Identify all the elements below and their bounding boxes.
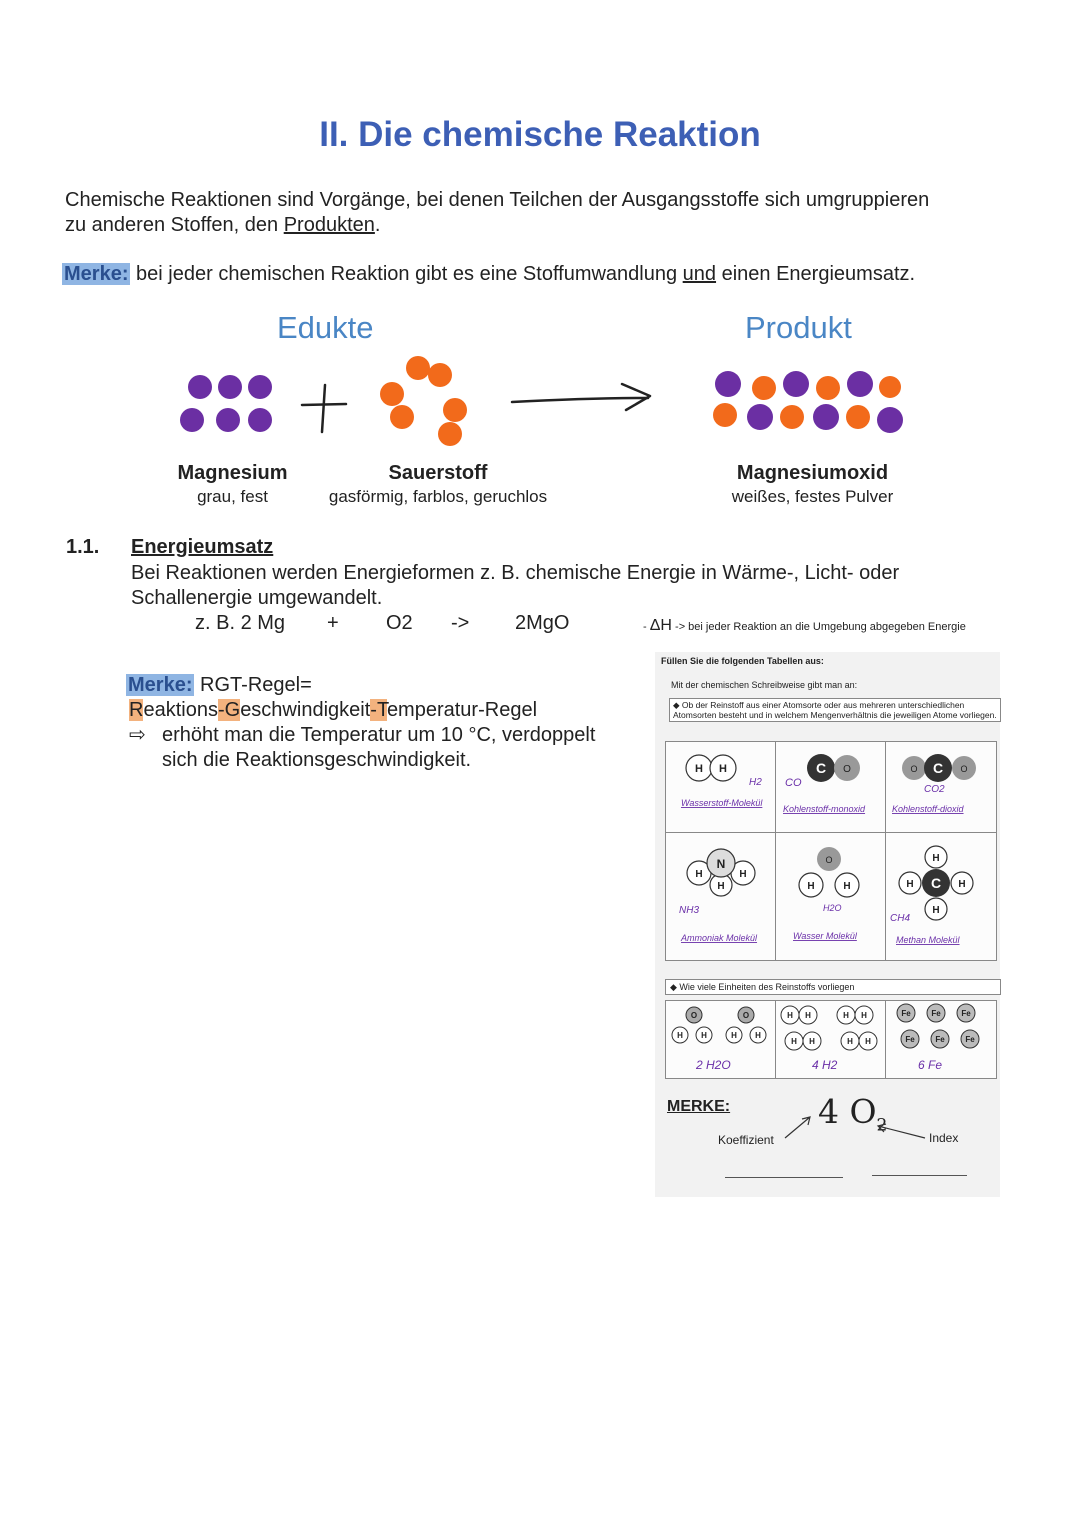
ws-count: 4 H2 [812, 1058, 838, 1072]
atom-label-fe: Fe [901, 1009, 911, 1018]
produkten-term: Produkten [283, 214, 375, 236]
atom-label-o: O [690, 1011, 698, 1020]
atom-label-o: O [825, 855, 833, 865]
atom-label-h: H [731, 1031, 737, 1040]
eq-plus: + [327, 612, 339, 634]
rgt-label: RGT-Regel= [194, 674, 312, 696]
section-text [131, 561, 1031, 611]
atom-label-o: O [910, 764, 918, 774]
substance-name: Magnesiumoxid [736, 462, 889, 484]
o-particle [713, 403, 737, 427]
o-particle [752, 376, 776, 400]
atom-label-h: H [717, 881, 725, 892]
intro-line-1: Chemische Reaktionen sind Vorgänge, bei denen Teilchen der Ausgangsstoffe sich umgruppieren [65, 189, 930, 211]
worksheet-photo [655, 652, 1000, 1197]
atom-label-fe: Fe [931, 1009, 941, 1018]
ws-cell-co [779, 750, 883, 830]
merke-und: und [682, 263, 717, 285]
o-particle [443, 398, 467, 422]
atom-label-h: H [847, 1037, 853, 1046]
ws-name: Methan Molekül [896, 935, 960, 945]
delta-h-symbol: ΔH [649, 617, 672, 634]
rgt-word: emperatur-Regel [386, 699, 538, 721]
atom-label-h: H [807, 881, 815, 892]
atom-label-h: H [809, 1037, 815, 1046]
section-title: Energieumsatz [131, 536, 274, 558]
mg-particle [248, 375, 272, 399]
ws-formula: H2O [823, 903, 842, 913]
rgt-rule [126, 673, 656, 773]
dh-prefix: - [643, 621, 650, 633]
rgt-letter-r: R [129, 699, 144, 721]
mg-particle [188, 375, 212, 399]
substance-sauerstoff [318, 462, 558, 507]
atom-label-h: H [861, 1011, 867, 1020]
atom-label-fe: Fe [961, 1009, 971, 1018]
mg-particle [248, 408, 272, 432]
atom-label-h: H [791, 1037, 797, 1046]
edukte-heading: Edukte [277, 310, 374, 345]
ws-formula: H2 [749, 777, 762, 788]
atom-label-fe: Fe [905, 1035, 915, 1044]
example-equation [0, 612, 640, 637]
mg-particle [747, 404, 773, 430]
atom-label-h: H [719, 763, 727, 775]
atom-label-c: C [815, 760, 827, 776]
atom-label-c: C [930, 875, 942, 891]
o-particle [390, 405, 414, 429]
mg-particle [715, 371, 741, 397]
substance-magnesiumoxid [705, 462, 920, 507]
ws-name: Wasser Molekül [793, 931, 857, 941]
mg-particle [813, 404, 839, 430]
rgt-word: eschwindigkeit [240, 699, 371, 721]
atom-label-h: H [932, 853, 940, 864]
substance-name: Magnesium [177, 462, 288, 484]
ws-name: Kohlenstoff-dioxid [892, 804, 964, 814]
o-particle [879, 376, 901, 398]
rgt-explanation-1: erhöht man die Temperatur um 10 °C, verdoppelt [162, 724, 596, 746]
ws-cell-ch4 [888, 839, 994, 957]
mg-particle [180, 408, 204, 432]
atom-label-h: H [677, 1031, 683, 1040]
intro-line-2 [65, 213, 1025, 238]
atom-label-h: H [958, 879, 966, 890]
atom-label-h: H [695, 763, 703, 775]
atom-label-h: H [739, 869, 747, 880]
eq-arrow: -> [451, 612, 470, 634]
ws-cell-h2o [779, 839, 883, 957]
produkt-heading: Produkt [745, 310, 852, 345]
merke-statement [62, 263, 915, 286]
mg-particle [783, 371, 809, 397]
eq-reactant-1: z. B. 2 Mg [195, 612, 286, 634]
o-particle [438, 422, 462, 446]
ws-heading: Füllen Sie die folgenden Tabellen aus: [661, 656, 824, 666]
atom-label-o: O [742, 1011, 750, 1020]
atom-label-o: O [843, 764, 851, 775]
ws-blank-line [872, 1175, 967, 1176]
atom-label-fe: Fe [965, 1035, 975, 1044]
atom-label-fe: Fe [935, 1035, 945, 1044]
ws-name: Kohlenstoff-monoxid [783, 804, 866, 814]
reaction-arrow [512, 384, 650, 410]
section-number: 1.1. [66, 536, 100, 558]
atom-label-h: H [755, 1031, 761, 1040]
delta-h-note [643, 617, 966, 635]
atom-label-h: H [805, 1011, 811, 1020]
atom-label-n: N [716, 857, 726, 871]
o-particle [428, 363, 452, 387]
substance-desc: weißes, festes Pulver [731, 487, 894, 506]
o-particle [780, 405, 804, 429]
magnesiumoxid-particles [713, 371, 903, 433]
eq-product: 2MgO [515, 612, 570, 634]
atom-label-c: C [932, 760, 944, 776]
rgt-line-1 [126, 673, 656, 698]
ws-molecule-table [665, 741, 997, 961]
merke-text-end: einen Energieumsatz. [716, 263, 916, 285]
o-particle [846, 405, 870, 429]
section-text-line-1: Bei Reaktionen werden Energieformen z. B. chemische Energie in Wärme-, Licht- oder [131, 562, 900, 584]
ws-name: Ammoniak Molekül [681, 933, 758, 943]
ws-intro: Mit der chemischen Schreibweise gibt man an: [671, 680, 858, 690]
atom-label-h: H [932, 905, 940, 916]
rgt-letter-g: G [224, 699, 241, 721]
ws-blank-line [725, 1177, 843, 1178]
ws-count-illustrations [666, 1001, 996, 1078]
rgt-dash: - [370, 699, 377, 721]
ws-cell-co2 [888, 750, 994, 830]
atom-label-h: H [843, 881, 851, 892]
intro-text: zu anderen Stoffen, den [65, 214, 284, 236]
rgt-word: eaktions [143, 699, 218, 721]
substance-desc: grau, fest [197, 487, 268, 506]
magnesium-particles [180, 375, 272, 432]
page-title: II. Die chemische Reaktion [319, 115, 761, 154]
ws-name: Wasserstoff-Molekül [681, 798, 763, 808]
plus-sign [302, 385, 346, 432]
ws-count: 6 Fe [918, 1058, 943, 1072]
atom-label-h: H [906, 879, 914, 890]
formula-main: 4 O [818, 1092, 877, 1131]
merke-label: Merke: [64, 263, 129, 285]
section-text-line-2: Schallenergie umgewandelt. [131, 587, 383, 609]
ws-cell-h2 [671, 750, 771, 830]
ws-merke-label: MERKE: [667, 1098, 731, 1115]
atom-label-h: H [787, 1011, 793, 1020]
ws-koeffizient: Koeffizient [718, 1133, 774, 1147]
atom-label-h: H [843, 1011, 849, 1020]
ws-cell-nh3 [671, 839, 771, 957]
rgt-explanation-2: sich die Reaktionsgeschwindigkeit. [162, 749, 472, 771]
merke-label: Merke: [128, 674, 193, 696]
substance-name: Sauerstoff [388, 462, 488, 484]
ws-count-table [665, 1000, 997, 1079]
atom-label-h: H [701, 1031, 707, 1040]
reaction-diagram [170, 350, 920, 450]
atom-label-h: H [865, 1037, 871, 1046]
eq-reactant-2: O2 [386, 612, 413, 634]
mg-particle [218, 375, 242, 399]
formula-index: 2 [876, 1115, 888, 1136]
ws-formula: CO2 [924, 784, 945, 795]
mg-particle [847, 371, 873, 397]
atom-label-h: H [695, 869, 703, 880]
ws-index: Index [929, 1131, 959, 1145]
mg-particle [216, 408, 240, 432]
ws-formula: CO [785, 777, 802, 789]
ws-box-2: ◆ Wie viele Einheiten des Reinstoffs vorliegen [665, 979, 1001, 995]
ws-count: 2 H2O [696, 1058, 731, 1072]
ws-formula: NH3 [679, 905, 700, 916]
substance-desc: gasförmig, farblos, geruchlos [328, 487, 548, 506]
dh-text: -> bei jeder Reaktion an die Umgebung abgegeben Energie [671, 621, 966, 633]
rgt-line-3 [126, 723, 656, 748]
mg-particle [877, 407, 903, 433]
o-particle [406, 356, 430, 380]
rgt-letter-t: T [376, 699, 387, 721]
substance-magnesium [160, 462, 305, 507]
rgt-line-2 [126, 698, 656, 723]
intro-period: . [374, 214, 381, 236]
merke-text: bei jeder chemischen Reaktion gibt es eine Stoffumwandlung [130, 263, 683, 285]
intro-paragraph [65, 188, 1025, 238]
o-particle [816, 376, 840, 400]
arrow-icon: ⇨ [129, 724, 146, 746]
o-particle [380, 382, 404, 406]
ws-box-1: ◆ Ob der Reinstoff aus einer Atomsorte oder aus mehreren unterschiedlichen Atomsorten besteht und in welchem Mengenverhältnis die jeweiligen Atome vorliegen. [669, 698, 1001, 722]
atom-label-o: O [960, 764, 968, 774]
oxygen-particles [380, 356, 467, 446]
ws-formula: CH4 [890, 913, 911, 924]
h2-molecule-icon [686, 755, 736, 781]
rgt-dash: - [217, 699, 225, 721]
